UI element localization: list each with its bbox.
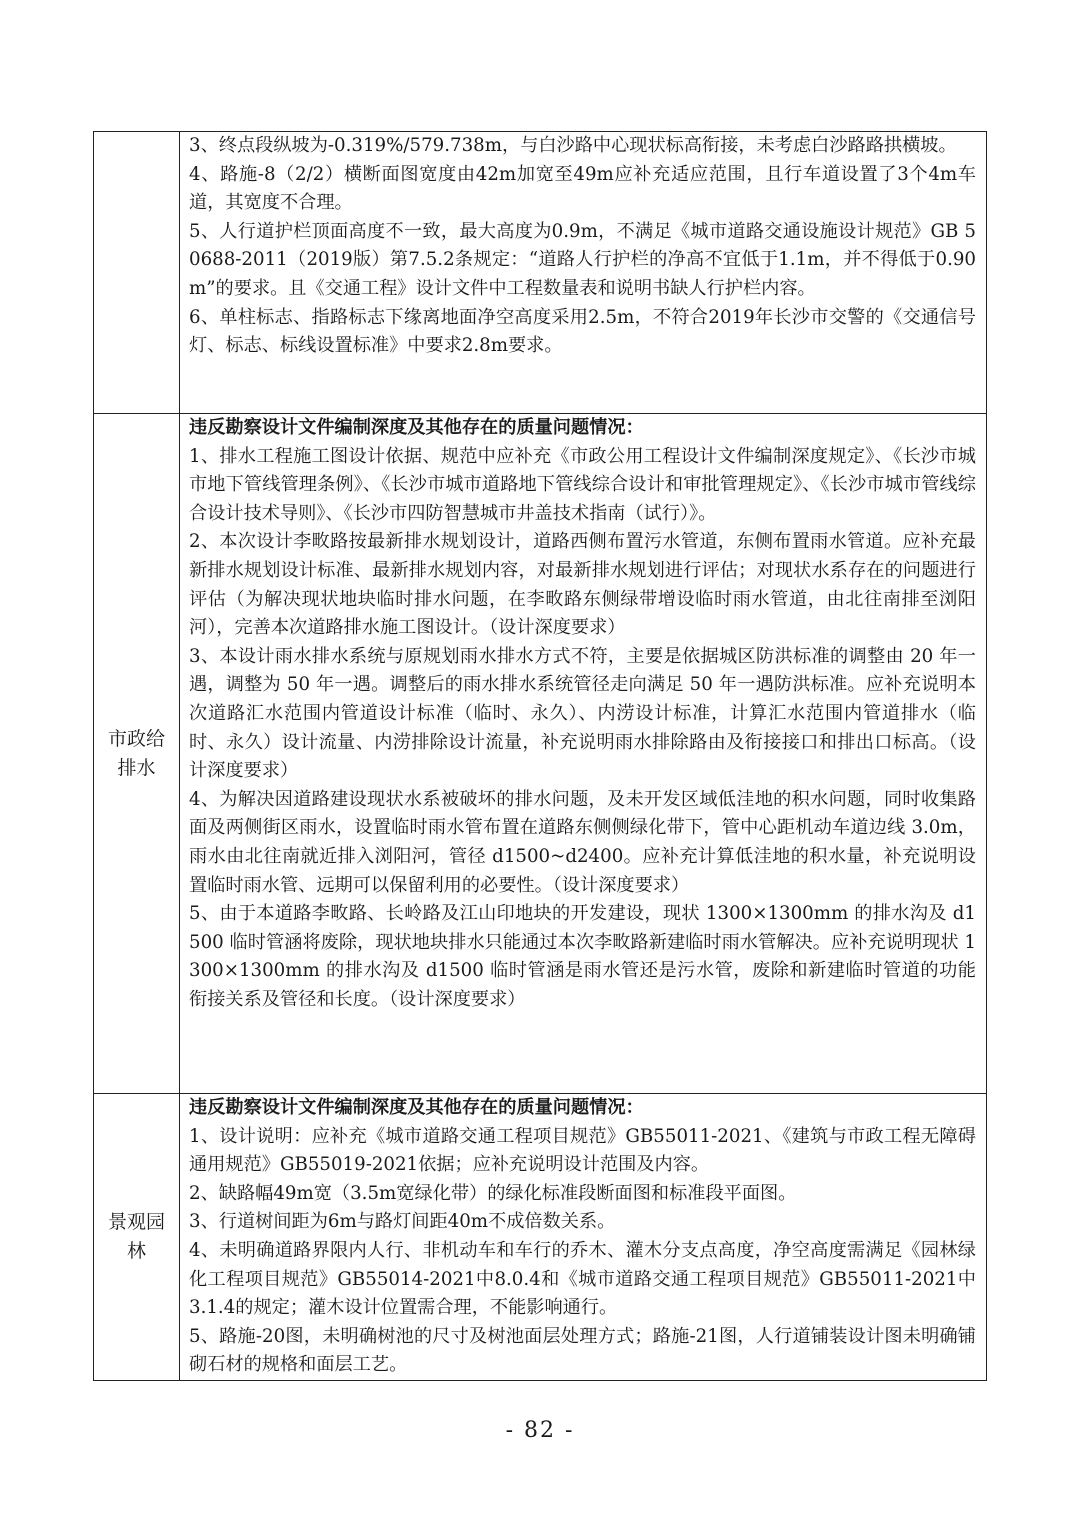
table-row <box>94 1094 987 1381</box>
issue-paragraph: 4、路施-8（2/2）横断面图宽度由42m加宽至49m应补充适应范围，且行车道设置了3个4m车道，其宽度不合理。 <box>189 163 976 214</box>
section-heading: 违反勘察设计文件编制深度及其他存在的质量问题情况： <box>189 1097 644 1118</box>
issue-paragraph: 2、本次设计李畋路按最新排水规划设计，道路西侧布置污水管道，东侧布置雨水管道。应补充最新排水规划设计标准、最新排水规划内容，对最新排水规划进行评估；对现状水系存在的问题进行评估（为解决现状地块临时排水问题，在李畋路东侧绿带增设临时雨水管道，由北往南排至浏阳河），完善本次道路排水施工图设计。（设计深度要求） <box>189 531 976 639</box>
issue-paragraph: 5、人行道护栏顶面高度不一致，最大高度为0.9m，不满足《城市道路交通设施设计规范》GB 50688-2011（2019版）第7.5.2条规定：“道路人行护栏的净高不宜低于1.1m，并不得低于0.90m”的要求。且《交通工程》设计文件中工程数量表和说明书缺人行护栏内容。 <box>189 220 976 299</box>
issue-paragraph: 1、排水工程施工图设计依据、规范中应补充《市政公用工程设计文件编制深度规定》、《长沙市城市地下管线管理条例》、《长沙市城市道路地下管线综合设计和审批管理规定》、《长沙市城市管线综合设计技术导则》、《长沙市四防智慧城市井盖技术指南（试行）》。 <box>189 445 976 524</box>
issue-paragraph: 3、终点段纵坡为-0.319%/579.738m，与白沙路中心现状标高衔接，未考虑白沙路路拱横坡。 <box>189 135 957 156</box>
table-row <box>94 132 987 414</box>
issue-paragraph: 6、单柱标志、指路标志下缘离地面净空高度采用2.5m，不符合2019年长沙市交警的《交通信号灯、标志、标线设置标准》中要求2.8m要求。 <box>189 306 976 357</box>
issue-paragraph: 5、由于本道路李畋路、长岭路及江山印地块的开发建设，现状 1300×1300mm 的排水沟及 d1500 临时管涵将废除，现状地块排水只能通过本次李畋路新建临时雨水管解决。应补充说明现状 1300×1300mm 的排水沟及 d1500 临时管涵是雨水管还是污水管，废除和新建临时管道的功能衔接关系及管径和长度。（设计深度要求） <box>189 903 976 1010</box>
content-cell <box>180 132 987 414</box>
table-row <box>94 414 987 1094</box>
issue-paragraph: 2、缺路幅49m宽（3.5m宽绿化带）的绿化标准段断面图和标准段平面图。 <box>189 1182 797 1204</box>
category-label: 景观园林 <box>107 1210 165 1262</box>
category-cell <box>94 1094 180 1381</box>
issue-paragraph: 4、为解决因道路建设现状水系被破坏的排水问题，及未开发区域低洼地的积水问题，同时收集路面及两侧街区雨水，设置临时雨水管布置在道路东侧侧绿化带下，管中心距机动车道边线 3.0m，雨水由北往南就近排入浏阳河，管径 d1500~d2400。应补充计算低洼地的积水量，补充说明设置临时雨水管、远期可以保留利用的必要性。（设计深度要求） <box>189 788 976 896</box>
issue-paragraph: 4、未明确道路界限内人行、非机动车和车行的乔木、灌木分支点高度，净空高度需满足《园林绿化工程项目规范》GB55014-2021中8.0.4和《城市道路交通工程项目规范》GB55011-2021中3.1.4的规定；灌木设计位置需合理，不能影响通行。 <box>189 1239 976 1319</box>
category-cell <box>94 414 180 1094</box>
issue-paragraph: 5、路施-20图，未明确树池的尺寸及树池面层处理方式；路施-21图，人行道铺装设计图未明确铺砌石材的规格和面层工艺。 <box>189 1325 976 1376</box>
page-number: - 82 - <box>505 1418 575 1443</box>
issue-paragraph: 3、行道树间距为6m与路灯间距40m不成倍数关系。 <box>189 1211 616 1233</box>
review-table <box>93 131 987 1381</box>
issue-paragraph: 1、设计说明：应补充《城市道路交通工程项目规范》GB55011-2021、《建筑与市政工程无障碍通用规范》GB55019-2021依据；应补充说明设计范围及内容。 <box>189 1125 976 1176</box>
category-cell <box>94 132 180 414</box>
category-label: 市政给排水 <box>107 727 165 779</box>
content-cell <box>180 414 987 1094</box>
content-cell <box>180 1094 987 1381</box>
section-heading: 违反勘察设计文件编制深度及其他存在的质量问题情况： <box>189 417 644 438</box>
issue-paragraph: 3、本设计雨水排水系统与原规划雨水排水方式不符，主要是依据城区防洪标准的调整由 20 年一遇，调整为 50 年一遇。调整后的雨水排水系统管径走向满足 50 年一遇防洪标准。应补充说明本次道路汇水范围内管道设计标准（临时、永久）、内涝设计标准，计算汇水范围内管道排水（临时、永久）设计流量、内涝排除设计流量，补充说明雨水排除路由及衔接接口和排出口标高。（设计深度要求） <box>189 645 976 782</box>
